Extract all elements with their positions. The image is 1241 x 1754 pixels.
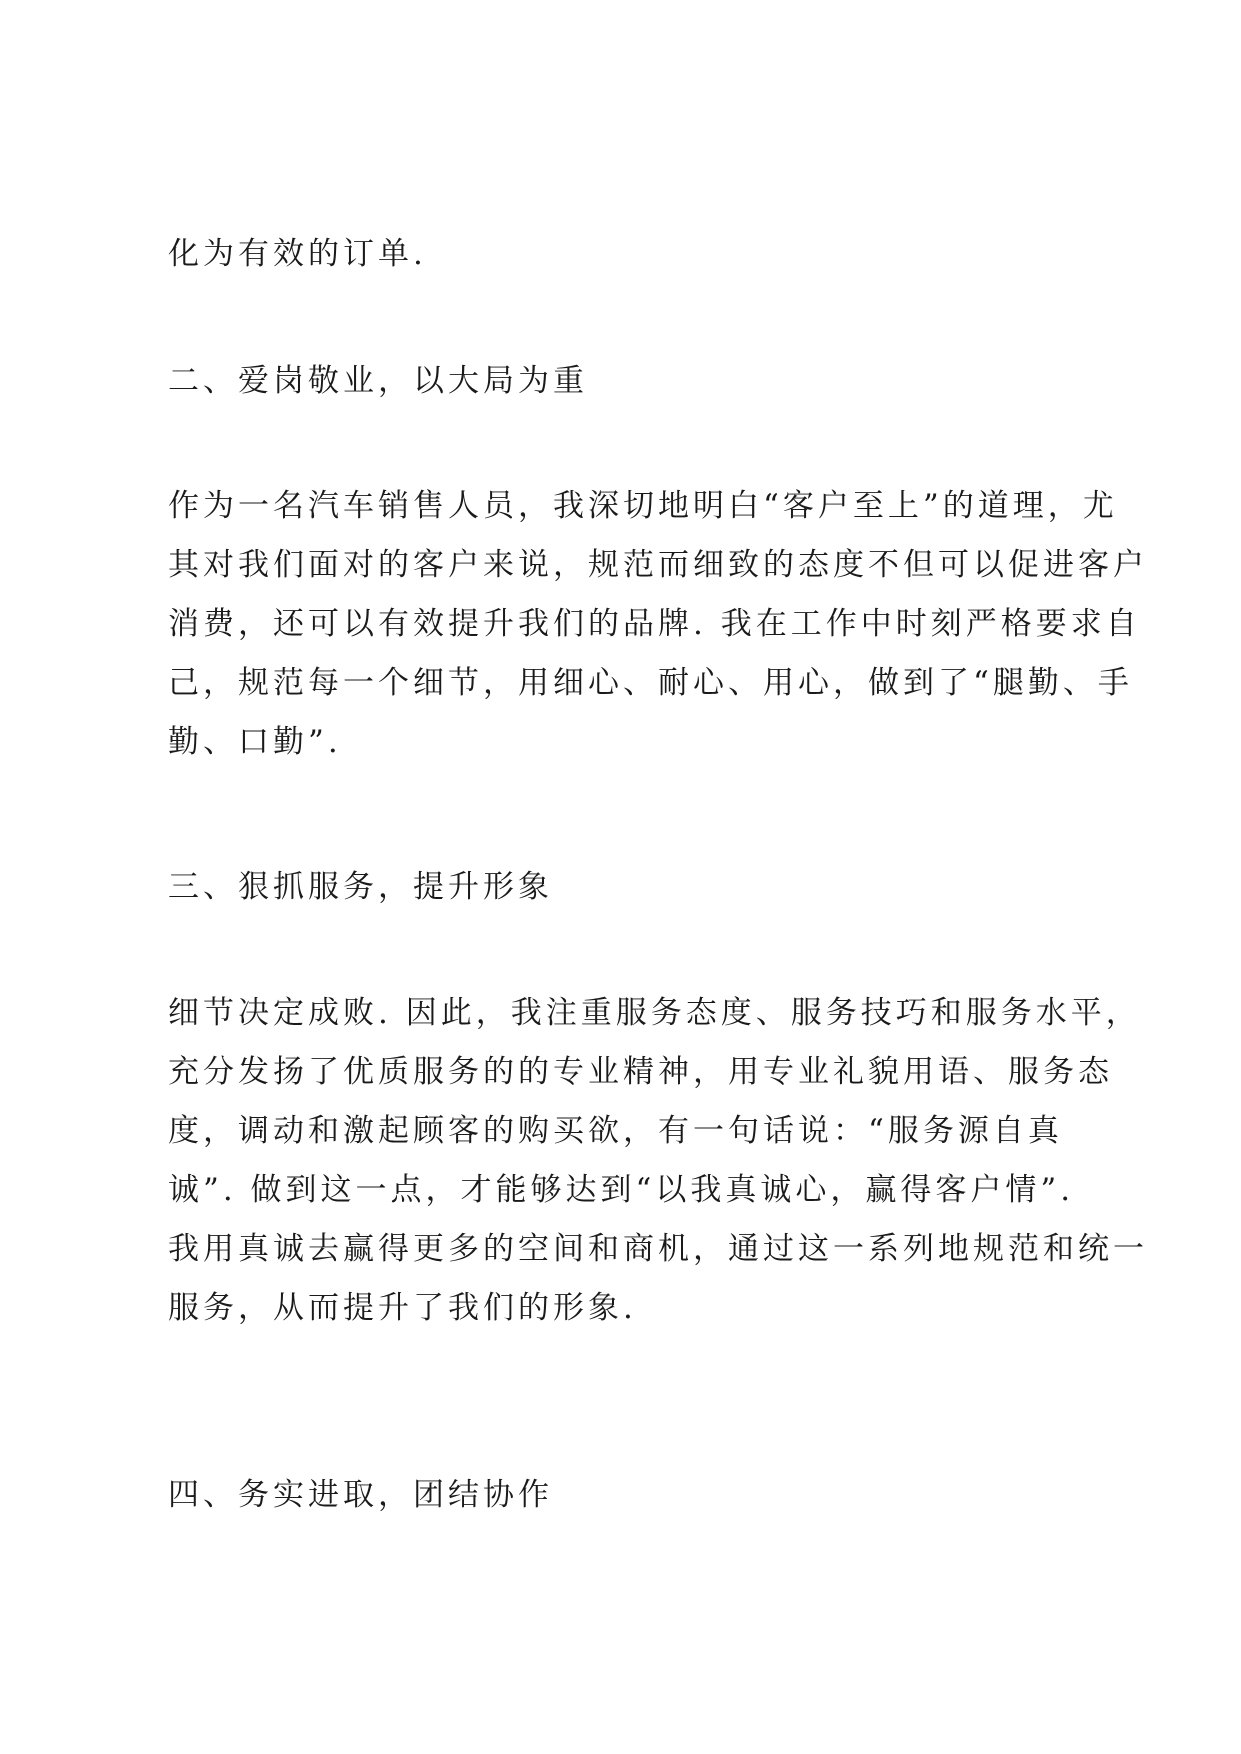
- paragraph-3: [168, 984, 1148, 1338]
- section-heading-3: 三、狠抓服务，提升形象: [168, 869, 553, 905]
- paragraph-line: 我用真诚去赢得更多的空间和商机，通过这一系列地规范和统一: [168, 1231, 1148, 1267]
- paragraph-line: 消费，还可以有效提升我们的品牌. 我在工作中时刻严格要求自: [168, 606, 1141, 642]
- paragraph-line: 己，规范每一个细节，用细心、耐心、用心，做到了“腿勤、手: [168, 665, 1133, 701]
- paragraph-line: 勤、口勤”.: [168, 724, 342, 760]
- paragraph-2: [168, 477, 1148, 772]
- paragraph-line: 充分发扬了优质服务的的专业精神，用专业礼貌用语、服务态: [168, 1054, 1113, 1090]
- paragraph-line: 服务，从而提升了我们的形象.: [168, 1290, 637, 1326]
- section-heading-2: 二、爱岗敬业，以大局为重: [168, 363, 588, 399]
- paragraph-line: 作为一名汽车销售人员，我深切地明白“客户至上”的道理，尤: [168, 488, 1118, 524]
- paragraph-line: 诚”. 做到这一点，才能够达到“以我真诚心，赢得客户情”.: [168, 1172, 1075, 1208]
- paragraph-line: 细节决定成败. 因此，我注重服务态度、服务技巧和服务水平，: [168, 995, 1141, 1031]
- paragraph-1: [168, 225, 1098, 284]
- paragraph-line: 度，调动和激起顾客的购买欲，有一句话说：“服务源自真: [168, 1113, 1063, 1149]
- paragraph-line: 其对我们面对的客户来说，规范而细致的态度不但可以促进客户: [168, 547, 1148, 583]
- section-heading-4: 四、务实进取，团结协作: [168, 1477, 553, 1513]
- paragraph-line: 化为有效的订单.: [168, 236, 427, 272]
